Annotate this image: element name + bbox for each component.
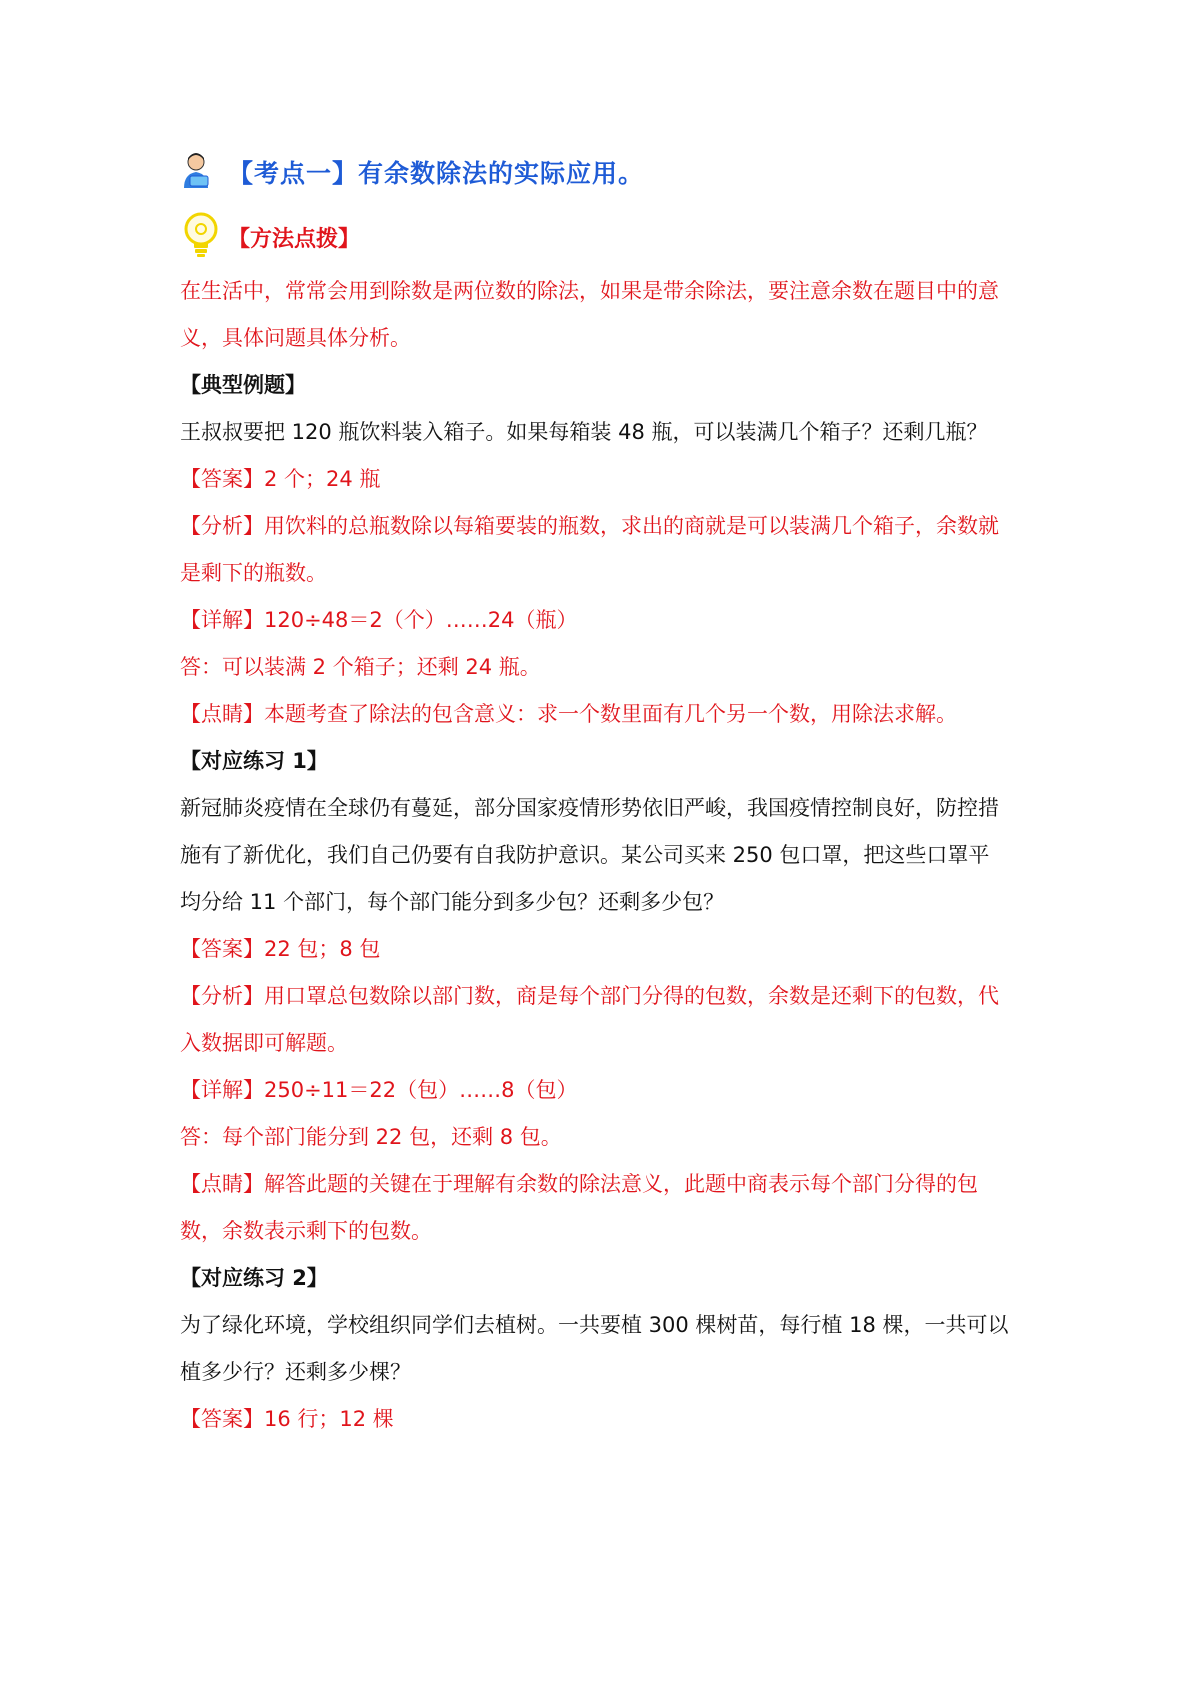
- practice2-answer: [180, 1396, 1010, 1443]
- practice1-question: 新冠肺炎疫情在全球仍有蔓延，部分国家疫情形势依旧严峻，我国疫情控制良好，防控措施有了新优化，我们自己仍要有自我防护意识。某公司买来 250 包口罩，把这些口罩平均分给 11 个部门，每个部门能分到多少包？还剩多少包？: [180, 796, 999, 914]
- practice2-title: 【对应练习 2】: [180, 1266, 328, 1290]
- practice1-analysis: [180, 973, 1010, 1067]
- practice1-title: 【对应练习 1】: [180, 749, 328, 773]
- detail-tag: 【详解】: [180, 608, 264, 632]
- example-answer: [180, 456, 1010, 503]
- comment-text: 本题考查了除法的包含意义：求一个数里面有几个另一个数，用除法求解。: [264, 702, 957, 726]
- answer-text: 2 个；24 瓶: [264, 467, 381, 491]
- comment-tag: 【点睛】: [180, 1172, 264, 1196]
- detail-text: 250÷11＝22（包）……8（包）: [264, 1078, 578, 1102]
- answer-text: 16 行；12 棵: [264, 1407, 394, 1431]
- example-comment: [180, 691, 1010, 738]
- example-conclusion: 答：可以装满 2 个箱子；还剩 24 瓶。: [180, 655, 541, 679]
- detail-text: 120÷48＝2（个）……24（瓶）: [264, 608, 578, 632]
- method-header: [182, 212, 360, 262]
- method-title: 【方法点拨】: [228, 226, 361, 252]
- analysis-tag: 【分析】: [180, 984, 264, 1008]
- lightbulb-icon: [182, 212, 220, 262]
- comment-tag: 【点睛】: [180, 702, 264, 726]
- analysis-tag: 【分析】: [180, 514, 264, 538]
- example-title: 【典型例题】: [180, 373, 306, 397]
- example-analysis: [180, 503, 1010, 597]
- example-detail: [180, 597, 1010, 644]
- practice2-question: 为了绿化环境，学校组织同学们去植树。一共要植 300 棵树苗，每行植 18 棵，一共可以植多少行？还剩多少棵？: [180, 1313, 1009, 1384]
- topic-title: 【考点一】有余数除法的实际应用。: [228, 159, 645, 188]
- comment-text: 解答此题的关键在于理解有余数的除法意义，此题中商表示每个部门分得的包数，余数表示剩下的包数。: [180, 1172, 978, 1243]
- answer-tag: 【答案】: [180, 937, 264, 961]
- analysis-text: 用口罩总包数除以部门数，商是每个部门分得的包数，余数是还剩下的包数，代入数据即可解题。: [180, 984, 999, 1055]
- practice1-conclusion: 答：每个部门能分到 22 包，还剩 8 包。: [180, 1125, 562, 1149]
- practice1-detail: [180, 1067, 1010, 1114]
- answer-text: 22 包；8 包: [264, 937, 381, 961]
- answer-tag: 【答案】: [180, 467, 264, 491]
- detail-tag: 【详解】: [180, 1078, 264, 1102]
- student-icon: [180, 150, 216, 194]
- practice1-comment: [180, 1161, 1010, 1255]
- answer-tag: 【答案】: [180, 1407, 264, 1431]
- topic-heading: [180, 150, 644, 194]
- analysis-text: 用饮料的总瓶数除以每箱要装的瓶数，求出的商就是可以装满几个箱子，余数就是剩下的瓶数。: [180, 514, 999, 585]
- practice1-answer: [180, 926, 1010, 973]
- example-question: 王叔叔要把 120 瓶饮料装入箱子。如果每箱装 48 瓶，可以装满几个箱子？还剩几瓶？: [180, 420, 988, 444]
- method-text: 在生活中，常常会用到除数是两位数的除法，如果是带余除法，要注意余数在题目中的意义，具体问题具体分析。: [180, 279, 999, 350]
- content-body: [180, 268, 1010, 1443]
